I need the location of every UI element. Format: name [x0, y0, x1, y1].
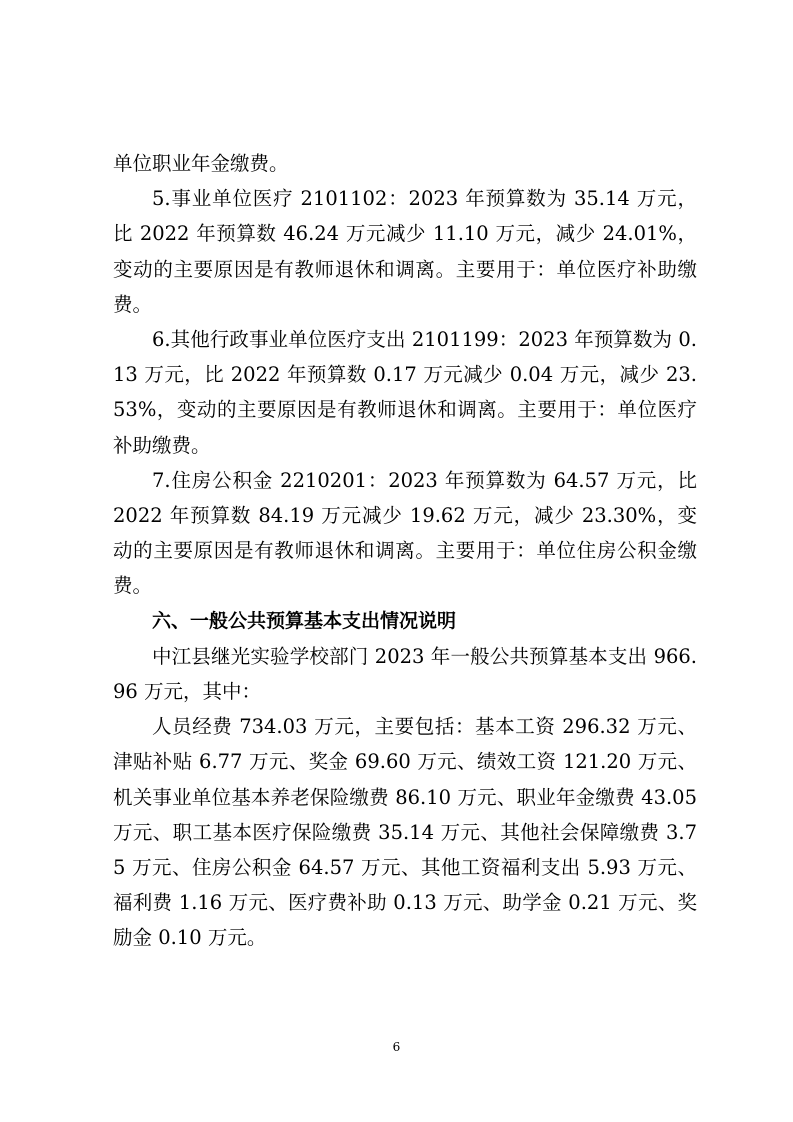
- paragraph-continuation: 单位职业年金缴费。: [113, 152, 289, 175]
- paragraph-summary: 中江县继光实验学校部门 2023 年一般公共预算基本支出 966.96 万元，其中：: [113, 644, 697, 704]
- document-body: [113, 146, 697, 956]
- paragraph-personnel-expenses: 人员经费 734.03 万元，主要包括：基本工资 296.32 万元、津贴补贴 6.77 万元、奖金 69.60 万元、绩效工资 121.20 万元、机关事业单位基本养老保险缴费 86.10 万元、职业年金缴费 43.05 万元、职工基本医疗保险缴费 35.14 万元、其他社会保障缴费 3.75 万元、住房公积金 64.57 万元、其他工资福利支出 5.93 万元、福利费 1.16 万元、医疗费补助 0.13 万元、助学金 0.21 万元、奖励金 0.10 万元。: [113, 715, 697, 950]
- paragraph-item-5: 5.事业单位医疗 2101102：2023 年预算数为 35.14 万元，比 2022 年预算数 46.24 万元减少 11.10 万元，减少 24.01%，变动的主要原因是有教师退休和调离。主要用于：单位医疗补助缴费。: [113, 187, 697, 316]
- paragraph-item-7: 7.住房公积金 2210201：2023 年预算数为 64.57 万元，比 2022 年预算数 84.19 万元减少 19.62 万元，减少 23.30%，变动的主要原因是有教师退休和调离。主要用于：单位住房公积金缴费。: [113, 468, 697, 598]
- section-heading: 六、一般公共预算基本支出情况说明: [152, 609, 457, 632]
- page-number: 6: [392, 1040, 401, 1054]
- paragraph-item-6: 6.其他行政事业单位医疗支出 2101199：2023 年预算数为 0.13 万元，比 2022 年预算数 0.17 万元减少 0.04 万元，减少 23.53%，变动的主要原因是有教师退休和调离。主要用于：单位医疗补助缴费。: [113, 328, 697, 457]
